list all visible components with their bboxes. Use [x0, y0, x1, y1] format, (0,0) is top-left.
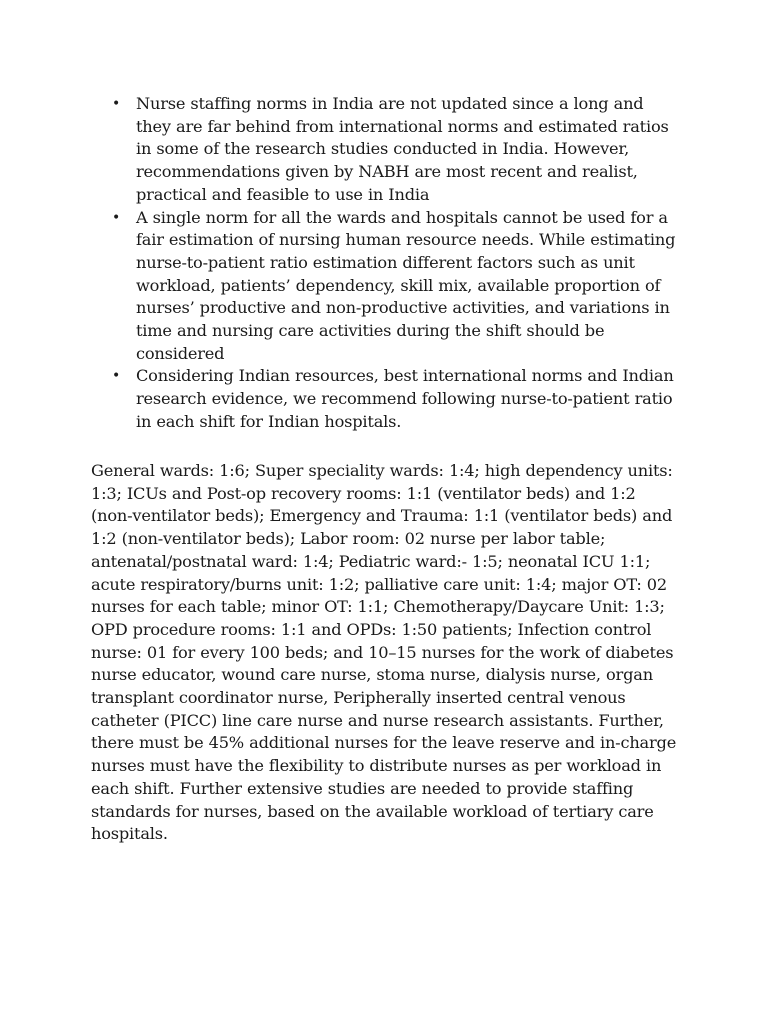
- bullet-icon: •: [112, 368, 121, 385]
- bullet-item: [108, 207, 680, 366]
- bullet-icon: •: [112, 209, 121, 226]
- bullet-item: [108, 365, 680, 433]
- bullet-icon: •: [112, 96, 121, 112]
- bullet-item: [108, 93, 680, 207]
- recommendation-bullet-list: [108, 93, 680, 434]
- bullet-text: Considering Indian resources, best international norms and Indian research evidence, we recommend following nurse-to-patient ratio in each shift for Indian hospitals.: [136, 366, 674, 431]
- bullet-text: Nurse staffing norms in India are not updated since a long and they are far behind from international norms and estimated ratios in some of the research studies conducted in India. However, recommendations given by NABH are most recent and realist, practical and feasible to use in India: [136, 94, 669, 204]
- bullet-text: A single norm for all the wards and hospitals cannot be used for a fair estimation of nursing human resource needs. While estimating nurse-to-patient ratio estimation different factors such as unit workload, patients’ dependency, skill mix, available proportion of nurses’ productive and non-productive activities, and variations in time and nursing care activities during the shift should be considered: [136, 207, 676, 363]
- staffing-ratio-paragraph: General wards: 1:6; Super speciality wards: 1:4; high dependency units: 1:3; ICUs and Post-op recovery rooms: 1:1 (ventilator beds) and 1:2 (non-ventilator beds); Emergency and Trauma: 1:1 (ventilator beds) and 1:2 (non-ventilator beds); Labor room: 02 nurse per labor table; antenatal/postnatal ward: 1:4; Pediatric ward:- 1:5; neonatal ICU 1:1; acute respiratory/burns unit: 1:2; palliative care unit: 1:4; major OT: 02 nurses for each table; minor OT: 1:1; Chemotherapy/Daycare Unit: 1:3; OPD procedure rooms: 1:1 and OPDs: 1:50 patients; Infection control nurse: 01 for every 100 beds; and 10–15 nurses for the work of diabetes nurse educator, wound care nurse, stoma nurse, dialysis nurse, organ transplant coordinator nurse, Peripherally inserted central venous catheter (PICC) line care nurse and nurse research assistants. Further, there must be 45% additional nurses for the leave reserve and in-charge nurses must have the flexibility to distribute nurses as per workload in each shift. Further extensive studies are needed to provide staffing standards for nurses, based on the available workload of tertiary care hospitals.: [91, 461, 677, 844]
